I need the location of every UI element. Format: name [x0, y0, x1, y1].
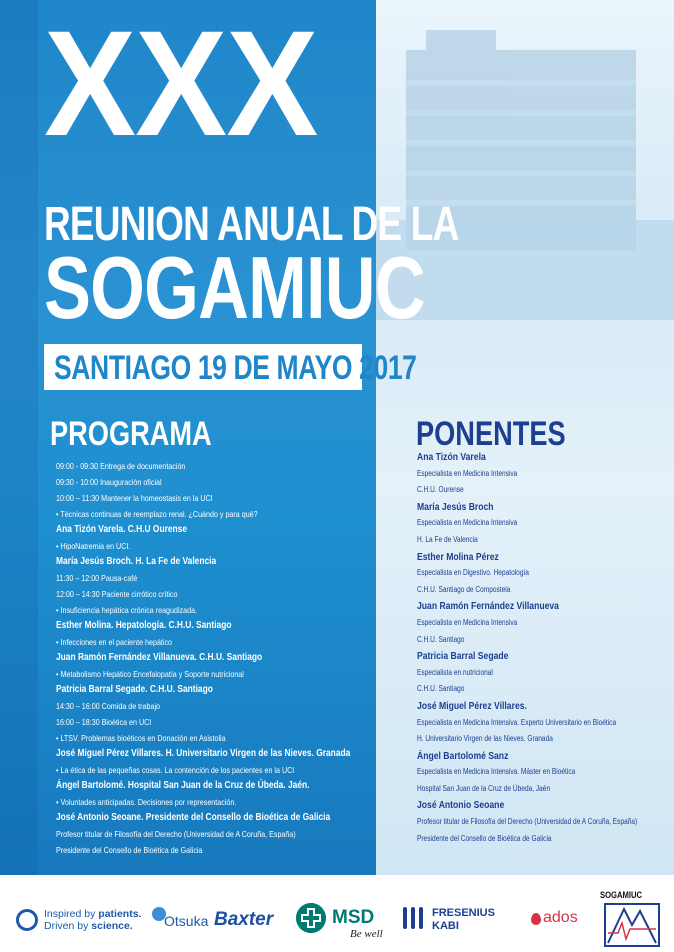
ponente-line: H. La Fe de Valencia: [417, 534, 478, 544]
programa-line: 16:00 – 18:30 Bioética en UCI: [56, 717, 152, 727]
left-photo-strip: [0, 0, 38, 875]
fresenius-text: FRESENIUS: [432, 907, 495, 919]
sogamiuc-emblem-icon: [604, 903, 660, 947]
title-reunion-anual: REUNION ANUAL DE LA: [44, 198, 459, 251]
programa-speaker-line: Ana Tizón Varela. C.H.U Ourense: [56, 524, 188, 535]
programa-speaker-line: José Antonio Seoane. Presidente del Consello de Bioética de Galicia: [56, 812, 331, 823]
ponente-line: Profesor titular de Filosofía del Derecho (Universidad de A Coruña, España): [417, 817, 638, 827]
ucb-line1-a: Inspired by: [44, 908, 99, 920]
kabi-text: KABI: [432, 920, 459, 932]
ponente-speaker-line: Esther Molina Pérez: [417, 550, 499, 563]
sogamiuc-logo-name: SOGAMIUC: [600, 890, 643, 900]
msd-tagline: Be well: [350, 928, 383, 940]
ucb-line2-b: science.: [91, 920, 133, 932]
ponente-line: Especialista en Medicina Intensiva. Máster en Bioética: [417, 767, 576, 777]
ucb-logo-icon: [16, 909, 38, 931]
ponente-line: Especialista en Medicina Intensiva: [417, 468, 518, 478]
sponsors-bar: [0, 875, 674, 952]
ponente-line: Especialista en Medicina Intensiva: [417, 518, 518, 528]
ponente-line: C.H.U. Santiago: [417, 634, 465, 644]
programa-line: • Infecciones en el paciente hepático: [56, 637, 173, 647]
programa-line: 10:00 – 11:30 Mantener la homeostasis en la UCI: [56, 493, 213, 503]
programa-line: • Insuficiencia hepática crónica reagudizada.: [56, 605, 198, 615]
programa-line: • LTSV. Problemas bioéticos en Donación en Asistolia: [56, 733, 226, 743]
ados-logo: ados: [543, 909, 578, 926]
ponente-speaker-line: Ángel Bartolomé Sanz: [417, 749, 509, 762]
msd-logo-icon: [296, 903, 326, 933]
programa-speaker-line: María Jesús Broch. H. La Fe de Valencia: [56, 556, 217, 567]
programa-line: 12:00 – 14:30 Paciente cirrótico crítico: [56, 589, 178, 599]
programa-speaker-line: Juan Ramón Fernández Villanueva. C.H.U. Santiago: [56, 652, 263, 663]
ponente-speaker-line: Ana Tizón Varela: [417, 451, 486, 463]
ponente-speaker-line: José Miguel Pérez Villares.: [417, 699, 527, 712]
ucb-line2-a: Driven by: [44, 920, 92, 932]
programa-line: • Voluntades anticipadas. Decisiones por representación.: [56, 797, 237, 807]
programa-speaker-line: Patricia Barral Segade. C.H.U. Santiago: [56, 684, 213, 695]
ponente-line: Presidente del Consello de Bioética de Galicia: [417, 833, 552, 843]
ponente-line: H. Universitario Virgen de las Nieves. Granada: [417, 734, 553, 744]
title-sogamiuc: SOGAMIUC: [44, 238, 425, 337]
title-xxx: XXX: [44, 0, 318, 167]
ucb-line1-b: patients.: [98, 908, 142, 920]
programa-speaker-line: Ángel Bartolomé. Hospital San Juan de la Cruz de Úbeda. Jaén.: [56, 780, 310, 791]
programa-line: 09:00 - 09:30 Entrega de documentación: [56, 461, 186, 471]
ponente-line: C.H.U. Santiago: [417, 684, 465, 694]
event-date: SANTIAGO 19 DE MAYO 2017: [54, 349, 417, 387]
programa-line: • Técnicas continuas de reemplazo renal. ¿Cuándo y para qué?: [56, 509, 258, 519]
ponente-line: Especialista en Digestivo. Hepatología: [417, 568, 529, 578]
otsuka-logo: Otsuka: [164, 913, 209, 929]
ados-drop-icon: [531, 913, 541, 925]
programa-line: • Metabolismo Hepático Encefalopatía y Soporte nutricional: [56, 669, 244, 679]
ponente-line: Hospital San Juan de la Cruz de Úbeda, Jaén: [417, 783, 551, 793]
programa-speaker-line: José Miguel Pérez Villares. H. Universitario Virgen de las Nieves. Granada: [56, 748, 351, 759]
ponente-speaker-line: Patricia Barral Segade: [417, 650, 509, 663]
programa-line: Profesor titular de Filosofía del Derecho (Universidad de A Coruña, España): [56, 829, 296, 839]
programa-line: Presidente del Consello de Bioética de Galicia: [56, 845, 203, 855]
baxter-logo: Baxter: [214, 909, 274, 930]
programa-line: 09:30 - 10:00 Inauguración oficial: [56, 477, 162, 487]
fresenius-logo-icon: [402, 905, 426, 931]
programa-heading: PROGRAMA: [50, 415, 212, 453]
programa-speaker-line: Esther Molina. Hepatología. C.H.U. Santiago: [56, 620, 232, 631]
ponente-line: C.H.U. Ourense: [417, 485, 464, 495]
ponente-line: Especialista en Medicina Intensiva: [417, 617, 518, 627]
ucb-logo: [44, 908, 141, 932]
ponentes-list: [417, 449, 674, 847]
programa-line: 14:30 – 16:00 Comida de trabajo: [56, 701, 161, 711]
ponente-speaker-line: María Jesús Broch: [417, 500, 494, 513]
ponente-speaker-line: Juan Ramón Fernández Villanueva: [417, 600, 559, 613]
ponente-line: C.H.U. Santiago de Compostela: [417, 584, 511, 594]
programa-line: • La ética de las pequeñas cosas. La contención de los pacientes en la UCI: [56, 765, 295, 775]
fresenius-kabi-logo: [432, 907, 495, 933]
date-banner: [44, 344, 417, 390]
programa-line: • HipoNatremia en UCI.: [56, 541, 131, 551]
programa-line: 11:30 – 12:00 Pausa-café: [56, 573, 138, 583]
ponente-line: Especialista en nutricional: [417, 667, 493, 677]
programa-list: [56, 458, 376, 858]
msd-logo: MSD: [332, 907, 375, 928]
ponente-line: Especialista en Medicina Intensiva. Experto Universitario en Bioética: [417, 717, 617, 727]
ponente-speaker-line: José Antonio Seoane: [417, 799, 505, 812]
ponentes-heading: PONENTES: [416, 415, 566, 453]
